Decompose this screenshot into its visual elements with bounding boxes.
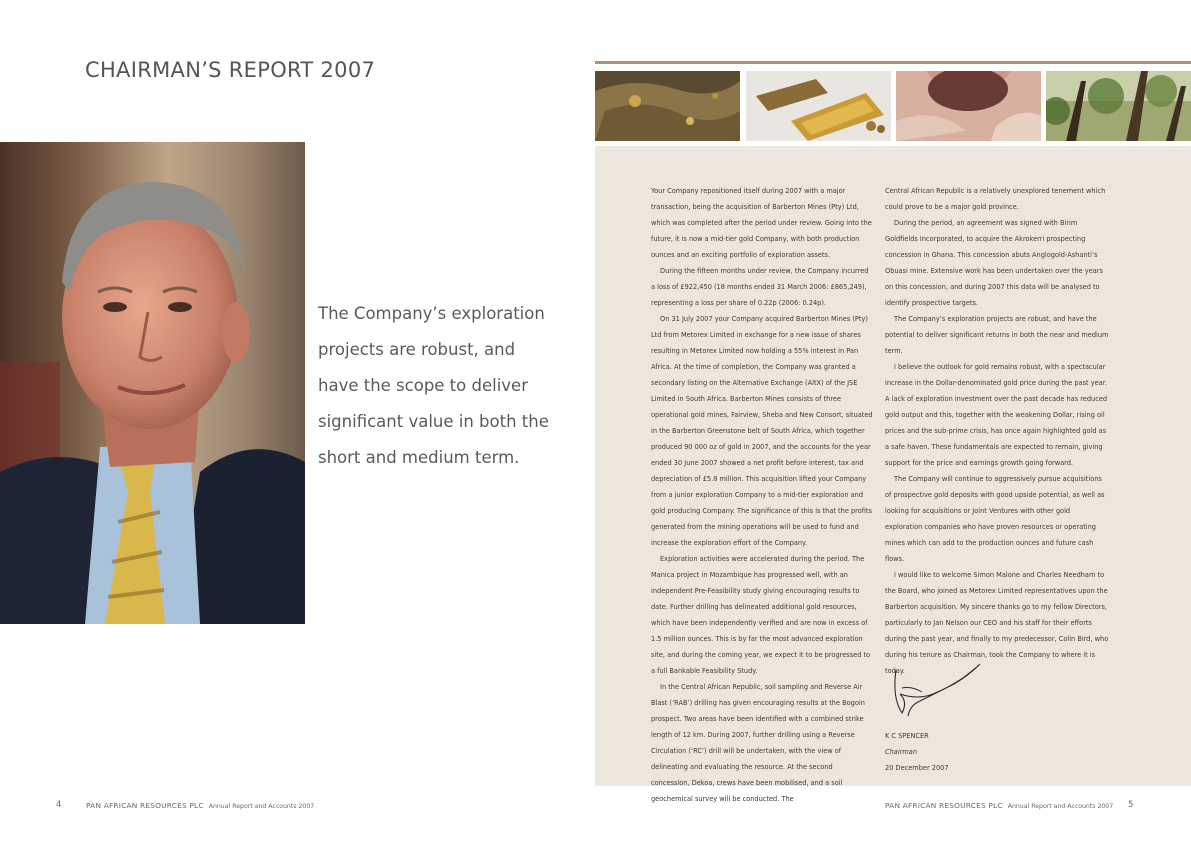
- pull-quote-line: projects are robust, and: [318, 340, 516, 359]
- footer-report: Annual Report and Accounts 2007: [1007, 803, 1114, 810]
- report-paragraph: Central African Republic is a relatively unexplored tenement which could prove to be a major gold province.: [885, 187, 1106, 211]
- report-paragraph: The Company will continue to aggressively pursue acquisitions of prospective gold deposits with good upside potential, as well as looking for acquisitions or Joint Ventures with other gold exploration companies who have proven resources or operating mines which can add to the production ounces and future cash flows.: [885, 475, 1105, 563]
- chairman-portrait: [0, 142, 305, 624]
- report-paragraph: I would like to welcome Simon Malone and Charles Needham to the Board, who joined as Metorex Limited representatives upon the Barberton acquisition. My sincere thanks go to my fellow Directors, particularly to Jan Nelson our CEO and his staff for their efforts during the past year, and finally to my predecessor, Colin Bird, who during his tenure as Chairman, took the Company to where it is today.: [885, 571, 1109, 675]
- footer-company: PAN AFRICAN RESOURCES PLC: [86, 801, 204, 810]
- report-paragraph: Exploration activities were accelerated during the period. The Manica project in Mozambique has progressed well, with an independent Pre-Feasibility study giving encouraging results to date. Further drilling has delineated additional gold resources, which have been independently verified and are now in excess of 1.5 million ounces. This is by far the most advanced exploration site, and during the coming year, we expect it to be progressed to a full Bankable Feasibility Study.: [651, 555, 871, 675]
- report-paragraph: During the period, an agreement was signed with Birim Goldfields Incorporated, to acquire the Akrokerri prospecting concession in Ghana. This concession abuts Anglogold-Ashanti’s Obuasi mine. Extensive work has been undertaken over the years on this concession, and during 2007 this data will be analysed to identify prospective targets.: [885, 219, 1103, 307]
- footer-left: [86, 801, 314, 810]
- gold-ore-photo: [595, 71, 740, 141]
- pull-quote-line: have the scope to deliver: [318, 376, 528, 395]
- footer-right: [885, 801, 1113, 810]
- pull-quote-line: significant value in both the: [318, 412, 549, 431]
- page-number-left: 4: [56, 800, 62, 810]
- report-paragraph: I believe the outlook for gold remains robust, with a spectacular increase in the Dollar-denominated gold price during the past year. A lack of exploration investment over the past decade has reduced gold output and this, together with the weakening Dollar, rising oil prices and the sub-prime crisis, has once again highlighted gold as a safe haven. These fundamentals are expected to remain, giving support for the price and earnings growth going forward.: [885, 363, 1108, 467]
- signatory-date: 20 December 2007: [885, 764, 949, 772]
- pull-quote-line: The Company’s exploration: [318, 304, 545, 323]
- pull-quote-line: short and medium term.: [318, 448, 520, 467]
- bush-trees-photo: [1046, 71, 1191, 141]
- gold-bars-photo: [746, 71, 891, 141]
- report-column-right: [885, 183, 1109, 679]
- report-column-left: [651, 183, 873, 807]
- signatory-role: Chairman: [885, 748, 918, 756]
- chairman-signature: [888, 658, 988, 720]
- accent-rule: [595, 61, 1191, 64]
- page-title: CHAIRMAN’S REPORT 2007: [85, 58, 376, 82]
- signatory-block: [885, 728, 949, 776]
- page-number-right: 5: [1128, 800, 1134, 810]
- mine-pit-photo: [896, 71, 1041, 141]
- report-paragraph: Your Company repositioned itself during 2007 with a major transaction, being the acquisition of Barberton Mines (Pty) Ltd, which was completed after the period under review. Going into the future, it is now a mid-tier gold Company, with both production ounces and an exciting portfolio of exploration assets.: [651, 187, 872, 259]
- report-paragraph: The Company’s exploration projects are robust, and have the potential to deliver significant returns in both the near and medium term.: [885, 315, 1109, 355]
- report-paragraph: During the fifteen months under review, the Company incurred a loss of £922,450 (18 months ended 31 March 2006: £865,249), representing a loss per share of 0.22p (2006: 0.24p).: [651, 267, 869, 307]
- report-paragraph: On 31 July 2007 your Company acquired Barberton Mines (Pty) Ltd from Metorex Limited in exchange for a new issue of shares resulting in Metorex Limited now holding a 55% interest in Pan Africa. At the time of completion, the Company was granted a secondary listing on the Alternative Exchange (AltX) of the JSE Limited in South Africa. Barberton Mines consists of three operational gold mines, Fairview, Sheba and New Consort, situated in the Barberton Greenstone belt of South Africa, which together produced 90 000 oz of gold in 2007, and the accounts for the year ended 30 June 2007 showed a net profit before interest, tax and depreciation of £5.8 million. This acquisition lifted your Company from a junior exploration Company to a mid-tier exploration and gold producing Company. The significance of this is that the profits generated from the mining operations will be used to fund and increase the exploration effort of the Company.: [651, 315, 873, 547]
- footer-report: Annual Report and Accounts 2007: [208, 803, 315, 810]
- report-paragraph: In the Central African Republic, soil sampling and Reverse Air Blast (‘RAB’) drilling has given encouraging results at the Bogoin prospect. Two areas have been identified with a combined strike length of 12 km. During 2007, further drilling using a Reverse Circulation (‘RC’) drill will be undertaken, with the view of delineating and evaluating the resource. At the second concession, Dekoa, crews have been mobilised, and a soil geochemical survey will be conducted. The: [651, 683, 865, 803]
- footer-company: PAN AFRICAN RESOURCES PLC: [885, 801, 1003, 810]
- signatory-name: K C SPENCER: [885, 732, 929, 740]
- pull-quote: [318, 296, 548, 476]
